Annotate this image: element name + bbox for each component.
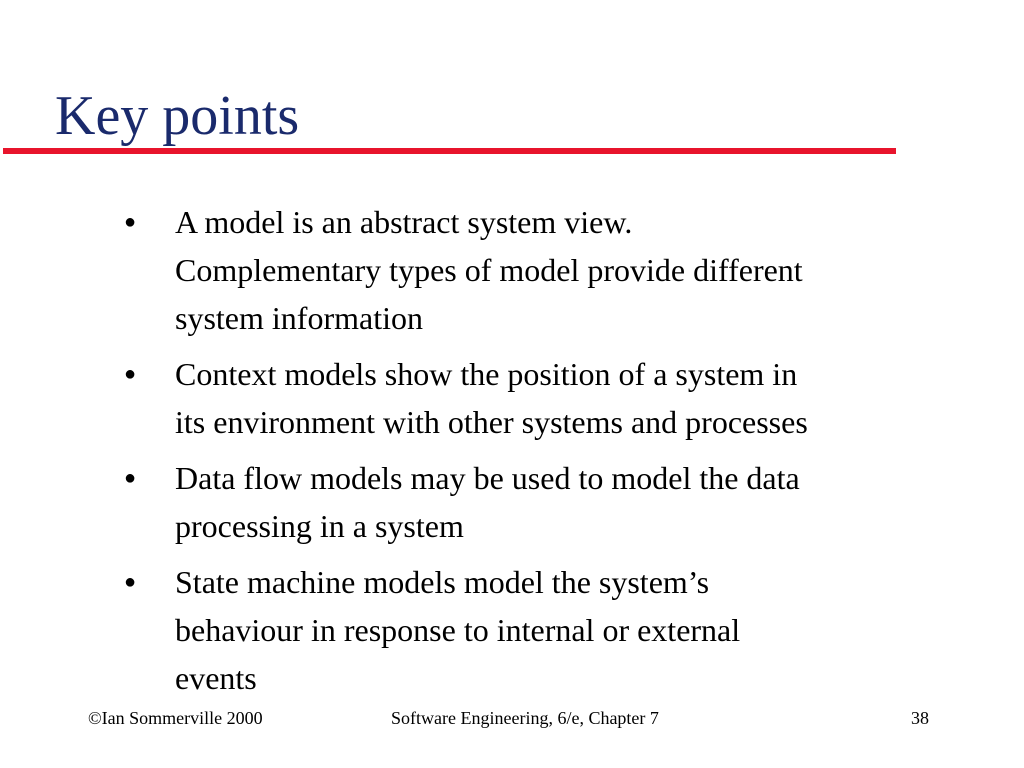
bullet-line: Complementary types of model provide different xyxy=(175,252,803,288)
bullet-text xyxy=(175,454,975,550)
title-underline xyxy=(3,148,896,154)
bullet-line: behaviour in response to internal or external xyxy=(175,612,741,648)
bullet-line: events xyxy=(175,660,257,696)
bullet-line: Context models show the position of a system in xyxy=(175,356,798,392)
bullet-line: its environment with other systems and processes xyxy=(175,404,808,440)
bullet-line: Data flow models may be used to model the data xyxy=(175,460,800,496)
slide-title: Key points xyxy=(55,85,300,147)
bullet-text xyxy=(175,558,975,702)
bullet-text xyxy=(175,198,975,342)
bullet-line: processing in a system xyxy=(175,508,464,544)
footer-book-title: Software Engineering, 6/e, Chapter 7 xyxy=(391,708,659,728)
bullet-icon: ● xyxy=(124,467,137,489)
page-number: 38 xyxy=(911,708,929,728)
bullet-icon: ● xyxy=(124,571,137,593)
bullet-text xyxy=(175,350,975,446)
bullet-line: A model is an abstract system view. xyxy=(175,204,633,240)
bullet-icon: ● xyxy=(124,363,137,385)
bullet-line: system information xyxy=(175,300,423,336)
bullet-icon: ● xyxy=(124,211,137,233)
footer-copyright: ©Ian Sommerville 2000 xyxy=(88,708,263,728)
bullet-line: State machine models model the system’s xyxy=(175,564,710,600)
